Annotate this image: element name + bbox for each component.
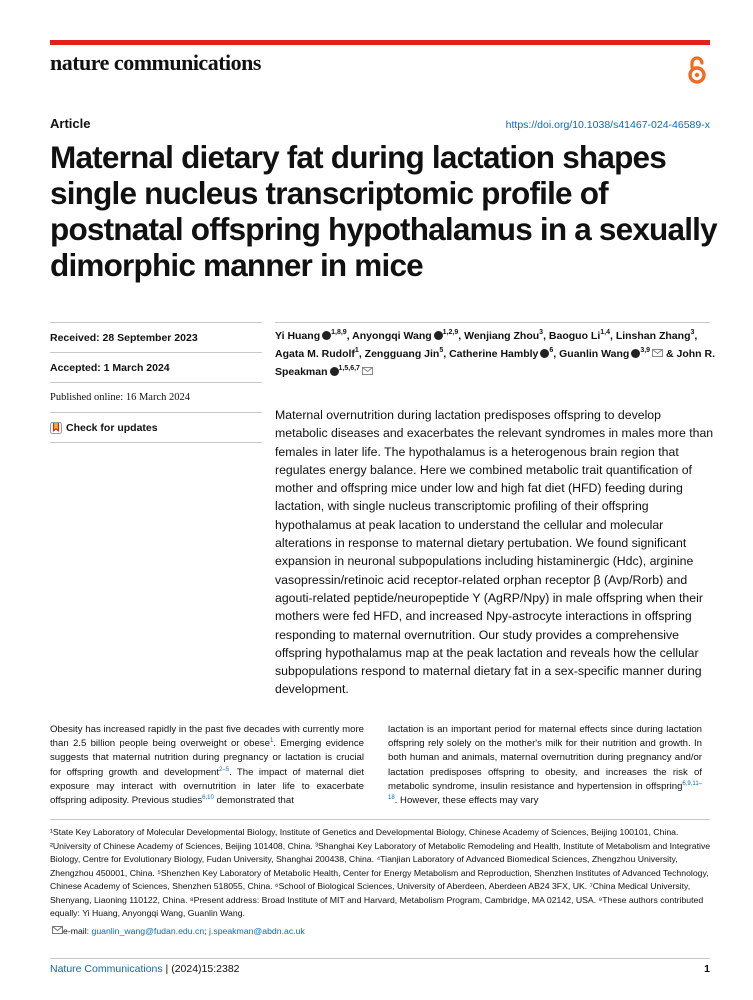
author-affiliation: 3 — [690, 329, 695, 336]
body-text: . However, these effects may vary — [394, 795, 539, 807]
body-column-right — [388, 723, 702, 808]
body-text: . Emerging evidence suggests that maternal nutrition during pregnancy or lactation is crucial for offspring growth and development — [50, 738, 364, 778]
orcid-icon[interactable] — [434, 331, 443, 340]
email-label: e-mail: — [63, 926, 92, 936]
footer-journal-link[interactable]: Nature Communications — [50, 963, 163, 975]
article-type-label: Article — [50, 116, 91, 131]
mail-icon — [52, 926, 63, 934]
correspondence-email — [50, 926, 305, 936]
author-separator: , — [346, 330, 353, 342]
published-date: Published online: 16 March 2024 — [50, 382, 262, 412]
citation-ref[interactable]: 6,9,11–18 — [388, 780, 702, 802]
author-separator: , — [458, 330, 465, 342]
check-for-updates-button[interactable] — [50, 412, 262, 443]
email-link-2[interactable]: j.speakman@abdn.ac.uk — [209, 926, 305, 936]
author-affiliation: 6 — [549, 347, 554, 354]
author-affiliation: 3,9 — [640, 347, 651, 354]
email-separator: ; — [204, 926, 209, 936]
citation-ref[interactable]: 6,10 — [202, 795, 214, 802]
authors-divider — [275, 322, 710, 323]
article-dates-sidebar — [50, 322, 262, 443]
citation-ref[interactable]: 1 — [269, 738, 274, 745]
article-title: Maternal dietary fat during lactation shapes single nucleus transcriptomic profile of postnatal offspring hypothalamus in a sexually dimorphic manner in mice — [50, 139, 717, 283]
orcid-icon[interactable] — [322, 331, 331, 340]
author-separator: , — [553, 348, 560, 360]
check-for-updates-label: Check for updates — [66, 422, 158, 434]
footer-citation-text: | (2024)15:2382 — [162, 963, 240, 975]
mail-icon[interactable] — [362, 367, 373, 375]
author-separator: , — [694, 330, 698, 342]
author-affiliation: 1,5,6,7 — [338, 365, 360, 372]
author-affiliation: 1,2,9 — [442, 329, 459, 336]
author-affiliation: 1,4 — [600, 329, 610, 336]
page-number: 1 — [704, 963, 710, 975]
open-access-icon[interactable] — [684, 55, 710, 85]
journal-name[interactable]: nature communications — [50, 50, 261, 75]
author-name: Zengguang Jin — [364, 348, 440, 360]
author-name: Wenjiang Zhou — [464, 330, 540, 342]
email-link-1[interactable]: guanlin_wang@fudan.edu.cn — [91, 926, 205, 936]
author-name: Yi Huang — [275, 330, 321, 342]
author-name: Anyongqi Wang — [352, 330, 432, 342]
author-affiliation: 1 — [354, 347, 359, 354]
author-separator: & — [663, 348, 677, 360]
author-separator: , — [443, 348, 450, 360]
footnotes-divider — [50, 819, 710, 820]
check-for-updates-icon — [50, 422, 62, 434]
body-text: . The impact of maternal diet exposure may interact with overnutrition in later life to exacerbate offspring adiposity. Previous studies — [50, 766, 364, 807]
header-accent-bar — [50, 40, 710, 45]
body-column-left — [50, 723, 364, 808]
orcid-icon[interactable] — [631, 349, 640, 358]
author-name: Agata M. Rudolf — [275, 348, 355, 360]
author-name: John R. Speakman — [275, 348, 715, 378]
received-date: Received: 28 September 2023 — [50, 322, 262, 352]
abstract: Maternal overnutrition during lactation predisposes offspring to develop metabolic diseases and exacerbates the relevant syndromes in males more than females in later life. The hypothalamus is a heterogenous brain region that regulates energy balance. Here we combined metabolic trait quantification of mother and offspring mice under low and high fat diet (HFD) feeding during lactation, with single nucleus transcriptomic profiling of their offspring hypothalamus at peak lacation to understand the cellular and molecular alterations in response to maternal dietary pertubation. We found significant expansion in neuronal subpopulations including histaminergic (Hdc), arginine vasopressin/retinoic acid receptor-related orphan receptor β (Avp/Rorb) and agouti-related peptide/neuropeptide Y (AgRP/Npy) in male offspring when their mothers were fed HFD, and increased Npy-astrocyte interactions in offspring responding to maternal overnutrition. Our study provides a comprehensive offspring hypothalamus map at the peak lactation and reveals how the cellular subpopulations respond to maternal dietary fat in a sex-specific manner during development. — [275, 408, 714, 697]
author-affiliation: 3 — [539, 329, 544, 336]
author-separator: , — [609, 330, 616, 342]
body-text: lactation is an important period for maternal effects since during lactation offspring rely solely on the mother's milk for their nutrition and growth. In both human and animals, maternal overnutrition during pregnancy and/or lactation predisposes offspring to obesity, and increases the risk of metabolic syndrome, insulin resistance and hypertension in offspring — [388, 724, 702, 792]
author-affiliation: 1,8,9 — [331, 329, 347, 336]
footer-citation — [50, 963, 240, 975]
orcid-icon[interactable] — [330, 367, 339, 376]
body-text: demonstrated that — [213, 795, 294, 807]
footer-divider — [50, 958, 710, 959]
author-list — [275, 327, 715, 381]
author-name: Linshan Zhang — [615, 330, 691, 342]
author-separator: , — [358, 348, 365, 360]
citation-ref[interactable]: 2–5 — [219, 766, 230, 773]
accepted-date: Accepted: 1 March 2024 — [50, 352, 262, 382]
author-separator: , — [543, 330, 549, 342]
author-name: Guanlin Wang — [559, 348, 630, 360]
author-name: Catherine Hambly — [449, 348, 539, 360]
body-text: Obesity has increased rapidly in the past five decades with currently more than 2.5 billion people being overweight or obese — [50, 724, 364, 750]
affiliations-footnotes: ¹State Key Laboratory of Molecular Developmental Biology, Institute of Genetics and Developmental Biology, Chinese Academy of Sciences, Beijing 100101, China. ²University of Chinese Academy of Sciences, Beijing 101408, China. ³Shanghai Key Laboratory of Metabolic Remodeling and Health, Institute of Metabolism and Integrative Biology, Centre for Evolutionary Biology, Fudan University, Shanghai 200438, China. ⁴Tianjian Laboratory of Advanced Biomedical Sciences, Zhengzhou University, Zhengzhou 450001, China. ⁵Shenzhen Key Laboratory of Metabolic Health, Center for Energy Metabolism and Reproduction, Shenzhen Institutes of Advanced Technology, Chinese Academy of Sciences, Shenzhen 518055, China. ⁶School of Biological Sciences, University of Aberdeen, Aberdeen AB24 3FX, UK. ⁷China Medical University, Shenyang, Liaoning 110122, China. ⁸Present address: Broad Institute of MIT and Harvard, Metabolism Program, Cambridge, MA 02142, USA. ⁹These authors contributed equally: Yi Huang, Anyongqi Wang, Guanlin Wang. — [50, 827, 711, 918]
mail-icon[interactable] — [652, 349, 663, 357]
author-affiliation: 5 — [439, 347, 444, 354]
doi-link[interactable]: https://doi.org/10.1038/s41467-024-46589-x — [505, 119, 710, 131]
author-name: Baoguo Li — [548, 330, 601, 342]
